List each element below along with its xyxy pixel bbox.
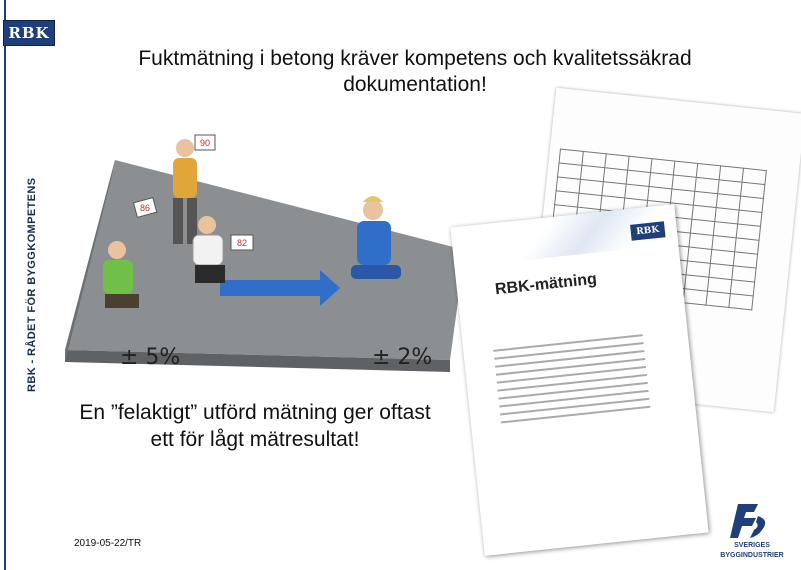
rbk-logo: RBK [3,20,55,46]
illustration-caption: En ”felaktigt” utförd mätning ger oftast ett för lågt mätresultat! [79,401,431,451]
tolerance-right-label: ± 2% [372,345,433,370]
side-organization-text: RBK - RÅDET FÖR BYGGKOMPETENS [26,177,38,392]
svg-text:86: 86 [139,203,151,213]
measurement-illustration [55,120,475,380]
brochure-rbk-logo: RBK [630,221,665,240]
tolerance-left-label: ± 5% [120,345,181,370]
sbi-logo-line1: SVERIGES [734,542,770,549]
rbk-brochure [450,204,708,556]
sign-82 [231,235,253,250]
sbi-logo-line2: BYGGINDUSTRIER [720,552,784,559]
svg-text:82: 82 [236,238,248,248]
slide-title: Fuktmätning i betong kräver kompetens och kvalitetssäkrad dokumentation! [138,47,692,96]
left-brand-rule [4,0,6,570]
footer-date: 2019-05-22/TR [74,538,142,549]
svg-text:90: 90 [199,138,211,148]
sign-90 [195,135,215,150]
brochure-title: RBK-mätning [494,270,598,299]
sbi-logo-mark [730,500,770,540]
sveriges-byggindustrier-logo [706,500,798,568]
brochure-body-lines [493,328,651,429]
